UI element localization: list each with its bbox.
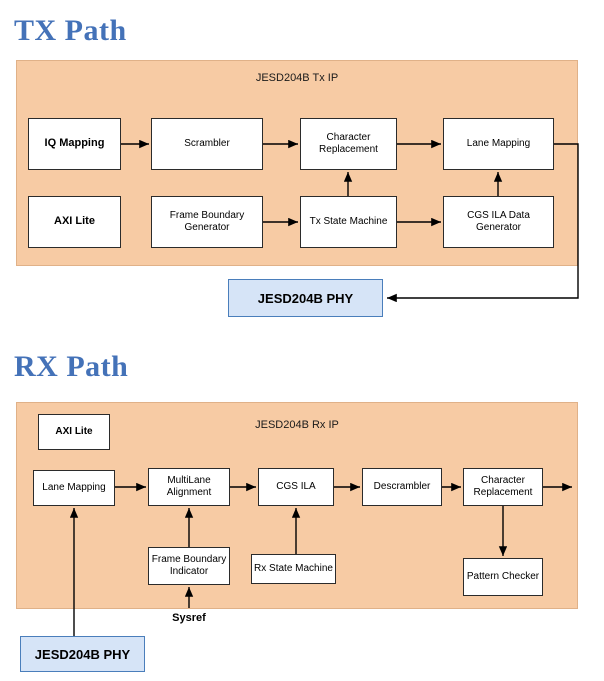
rx-box-descrambler[interactable]: Descrambler xyxy=(362,468,442,506)
rx-ip-panel-title: JESD204B Rx IP xyxy=(255,419,339,431)
tx-box-axi-lite[interactable]: AXI Lite xyxy=(28,196,121,248)
rx-box-pattern-checker[interactable]: Pattern Checker xyxy=(463,558,543,596)
rx-box-frame-boundary-indicator[interactable]: Frame Boundary Indicator xyxy=(148,547,230,585)
rx-box-axi-lite[interactable]: AXI Lite xyxy=(38,414,110,450)
rx-jesd204b-phy[interactable]: JESD204B PHY xyxy=(20,636,145,672)
rx-box-lane-mapping[interactable]: Lane Mapping xyxy=(33,470,115,506)
tx-box-tx-state-machine[interactable]: Tx State Machine xyxy=(300,196,397,248)
rx-box-character-replacement[interactable]: Character Replacement xyxy=(463,468,543,506)
rx-box-cgs-ila[interactable]: CGS ILA xyxy=(258,468,334,506)
tx-box-scrambler[interactable]: Scrambler xyxy=(151,118,263,170)
rx-path-title: RX Path xyxy=(14,350,129,383)
rx-box-multilane-alignment[interactable]: MultiLane Alignment xyxy=(148,468,230,506)
tx-box-lane-mapping[interactable]: Lane Mapping xyxy=(443,118,554,170)
rx-box-rx-state-machine[interactable]: Rx State Machine xyxy=(251,554,336,584)
tx-ip-panel-title: JESD204B Tx IP xyxy=(255,72,339,84)
tx-box-iq-mapping[interactable]: IQ Mapping xyxy=(28,118,121,170)
tx-box-frame-boundary-generator[interactable]: Frame Boundary Generator xyxy=(151,196,263,248)
sysref-label: Sysref xyxy=(172,612,206,624)
tx-jesd204b-phy[interactable]: JESD204B PHY xyxy=(228,279,383,317)
tx-box-character-replacement[interactable]: Character Replacement xyxy=(300,118,397,170)
tx-box-cgs-ila-data-generator[interactable]: CGS ILA Data Generator xyxy=(443,196,554,248)
tx-path-title: TX Path xyxy=(14,14,127,47)
